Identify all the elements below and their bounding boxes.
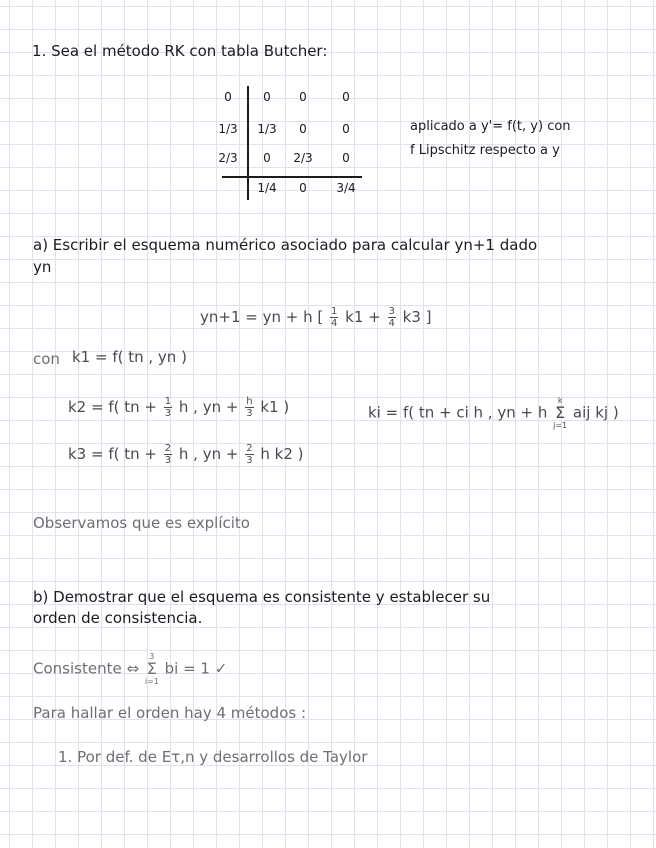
- fraction-numerator: h: [246, 396, 253, 407]
- methods-intro: Para hallar el orden hay 4 métodos :: [33, 704, 307, 722]
- ki-part-a: ki = f( tn + ci h , yn + h: [368, 403, 548, 422]
- fraction-numerator: 3: [388, 306, 395, 317]
- summation-symbol: 3 Σ i=1: [144, 652, 159, 686]
- scheme-k1: k1 +: [345, 308, 381, 326]
- k3-fraction-2: [245, 443, 253, 466]
- tableau-c-3: 2/3: [218, 151, 238, 165]
- consistency-label: Consistente ⇔: [33, 659, 140, 678]
- k3-definition: [68, 443, 304, 466]
- k3-part-c: h k2 ): [260, 445, 304, 463]
- applied-line-2: f Lipschitz respecto a y: [410, 143, 560, 158]
- sum-lower-limit: i=1: [144, 677, 159, 686]
- part-b-line-1: b) Demostrar que el esquema es consistente y establecer su: [33, 588, 491, 606]
- fraction-denominator: 3: [246, 455, 253, 466]
- scheme-fraction-1: [330, 306, 338, 329]
- consistency-condition: [33, 652, 227, 686]
- tableau-a-32: 2/3: [293, 151, 313, 165]
- observation-text: Observamos que es explícito: [33, 514, 250, 532]
- fraction-denominator: 4: [388, 318, 395, 329]
- fraction-denominator: 3: [164, 455, 172, 466]
- tableau-a-23: 0: [342, 122, 350, 136]
- k2-fraction-2: [245, 396, 253, 419]
- scheme-lhs: yn+1 = yn + h [: [200, 308, 324, 326]
- sum-upper-limit: k: [557, 396, 563, 405]
- consistency-rhs: bi = 1 ✓: [164, 659, 228, 678]
- ki-part-b: aij kj ): [572, 403, 619, 422]
- tableau-c-1: 0: [224, 90, 232, 104]
- tableau-vertical-rule: [247, 86, 249, 200]
- summation-symbol: k Σ j=1: [553, 396, 568, 430]
- tableau-a-11: 0: [263, 90, 271, 104]
- applied-line-1: aplicado a y'= f(t, y) con: [410, 119, 571, 134]
- k1-definition: k1 = f( tn , yn ): [72, 348, 187, 366]
- scheme-fraction-2: [388, 306, 396, 329]
- part-a-line-1: a) Escribir el esquema numérico asociado para calcular yn+1 dado: [33, 236, 538, 254]
- con-label: con: [33, 350, 60, 368]
- k2-part-c: k1 ): [260, 398, 290, 416]
- method-1: 1. Por def. de Eτ,n y desarrollos de Taylor: [58, 748, 368, 766]
- tableau-b-2: 0: [299, 181, 307, 195]
- tableau-a-22: 0: [299, 122, 307, 136]
- part-a-line-2: yn: [33, 258, 52, 276]
- fraction-numerator: 2: [246, 443, 253, 454]
- tableau-b-1: 1/4: [257, 181, 277, 195]
- k2-part-a: k2 = f( tn +: [68, 398, 157, 416]
- tableau-a-31: 0: [263, 151, 271, 165]
- tableau-b-3: 3/4: [336, 181, 356, 195]
- sum-upper-limit: 3: [149, 652, 155, 661]
- part-b-line-2: orden de consistencia.: [33, 609, 203, 627]
- tableau-c-2: 1/3: [218, 122, 238, 136]
- sum-lower-limit: j=1: [553, 421, 568, 430]
- scheme-equation: [200, 306, 432, 329]
- k2-part-b: h , yn +: [178, 398, 239, 416]
- fraction-numerator: 1: [331, 306, 338, 317]
- fraction-denominator: 3: [246, 408, 253, 419]
- fraction-denominator: 4: [331, 318, 338, 329]
- k3-fraction-1: [164, 443, 172, 466]
- fraction-numerator: 1: [164, 396, 172, 407]
- ki-definition: [368, 396, 619, 430]
- k3-part-b: h , yn +: [178, 445, 239, 463]
- tableau-horizontal-rule: [222, 176, 362, 178]
- k2-definition: [68, 396, 289, 419]
- tableau-a-33: 0: [342, 151, 350, 165]
- k3-part-a: k3 = f( tn +: [68, 445, 157, 463]
- scheme-k3: k3 ]: [402, 308, 432, 326]
- tableau-a-21: 1/3: [257, 122, 277, 136]
- tableau-a-13: 0: [342, 90, 350, 104]
- fraction-denominator: 3: [164, 408, 172, 419]
- problem-heading: 1. Sea el método RK con tabla Butcher:: [32, 42, 328, 60]
- fraction-numerator: 2: [164, 443, 172, 454]
- tableau-a-12: 0: [299, 90, 307, 104]
- k2-fraction-1: [164, 396, 172, 419]
